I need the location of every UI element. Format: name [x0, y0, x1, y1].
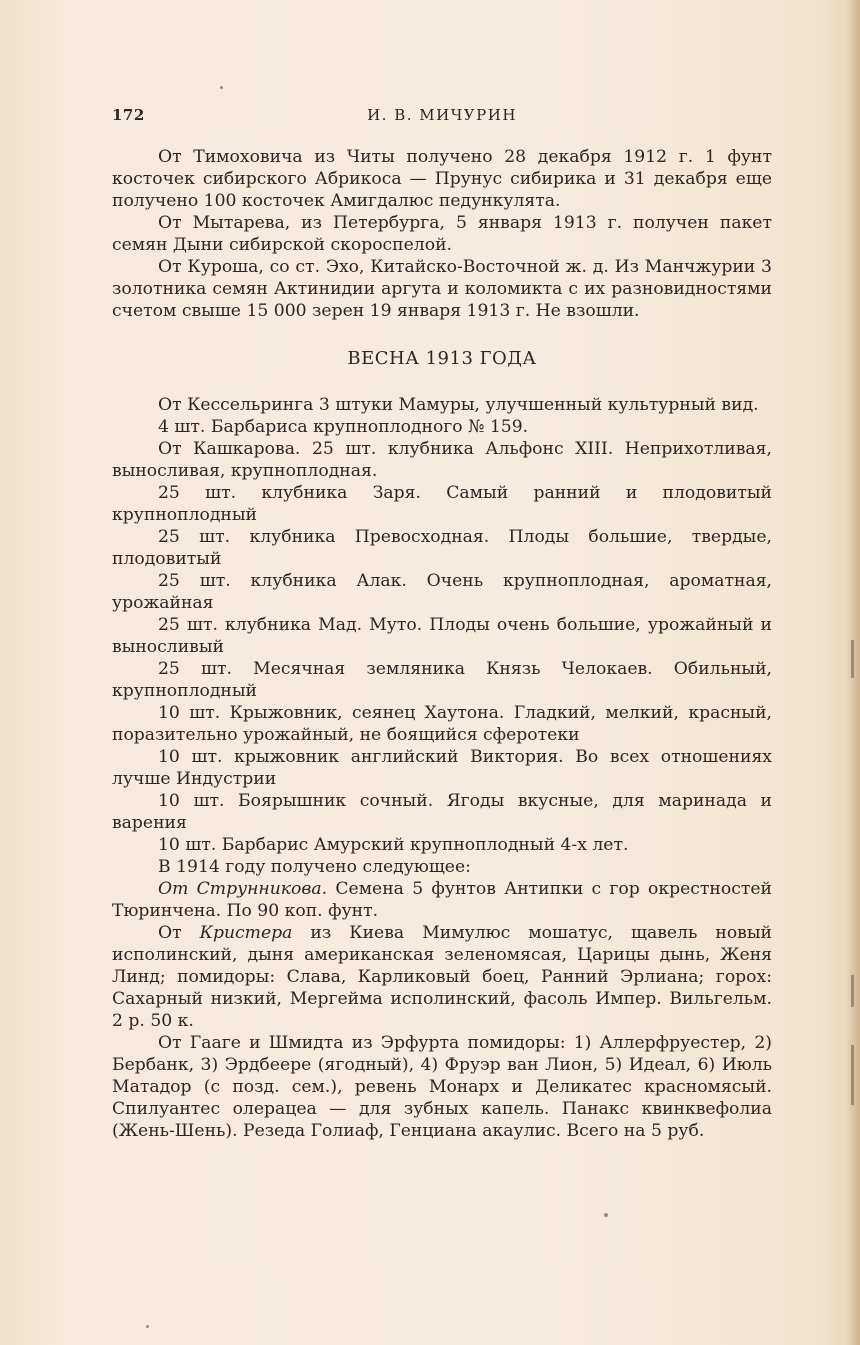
paragraph: От Тимоховича из Читы получено 28 декабря 1912 г. 1 фунт косточек сибирского Абрикоса — Прунус сибирика и 31 декабря еще получено 100 косточек Амигдалюс педункулята. — [112, 147, 772, 211]
paragraph: 25 шт. клубника Алак. Очень крупноплодная, ароматная, урожайная — [112, 571, 772, 613]
section-heading: ВЕСНА 1913 ГОДА — [347, 348, 537, 369]
paragraph: В 1914 году получено следующее: — [158, 857, 471, 877]
italic-source-name: Кристера — [199, 923, 293, 943]
paragraph-text: из Киева Мимулюс мошатус, щавель новый исполинский, дыня американская зеленомясая, Царицы дынь, Женя Линд; помидоры: Слава, Карликовый боец, Ранний Эрлиана; горох: Сахарный низкий, Мергейма исполинский, фасоль Импер. Вильгельм. 2 р. 50 к. — [112, 923, 772, 1031]
running-head — [112, 106, 772, 132]
edge-mark — [851, 1045, 854, 1105]
paragraph: 10 шт. Крыжовник, сеянец Хаутона. Гладкий, мелкий, красный, поразительно урожайный, не боящийся сферотеки — [112, 703, 772, 745]
paragraph: От Кессельринга 3 штуки Мамуры, улучшенный культурный вид. — [158, 395, 759, 415]
paragraph: 25 шт. клубника Мад. Муто. Плоды очень большие, урожайный и выносливый — [112, 615, 772, 657]
edge-mark — [851, 975, 854, 1007]
italic-source-name: От Струнникова. — [158, 879, 328, 899]
paragraph-haage: От Гааге и Шмидта из Эрфурта помидоры: 1) Аллерфруестер, 2) Бербанк, 3) Эрдбеере (ягодный), 4) Фруэр ван Лион, 5) Идеал, 6) Июль Матадор (с позд. сем.), ревень Монарх и Деликатес красномясый. Спилуантес олерацеа — для зубных капель. Панакс квинквефолиа (Жень-Шень). Резеда Голиаф, Генциана акаулис. Всего на 5 руб. — [112, 1033, 772, 1141]
paragraph: 10 шт. крыжовник английский Виктория. Во всех отношениях лучше Индустрии — [112, 747, 772, 789]
paragraph-text: От — [158, 923, 200, 943]
paragraph: 10 шт. Барбарис Амурский крупноплодный 4-х лет. — [158, 835, 629, 855]
paragraph: 25 шт. клубника Заря. Самый ранний и плодовитый крупноплодный — [112, 483, 772, 525]
paragraph-strunnikov — [112, 878, 772, 922]
paragraph: 10 шт. Боярышник сочный. Ягоды вкусные, для маринада и варения — [112, 791, 772, 833]
running-title: И. В. МИЧУРИН — [367, 106, 517, 124]
paragraph: От Кашкарова. 25 шт. клубника Альфонс XIII. Неприхотливая, выносливая, крупноплодная. — [112, 439, 772, 481]
paragraph: 4 шт. Барбариса крупноплодного № 159. — [158, 417, 529, 437]
paragraph: 25 шт. Месячная земляника Князь Челокаев. Обильный, крупноплодный — [112, 659, 772, 701]
page-number: 172 — [112, 106, 145, 124]
paragraph: От Мытарева, из Петербурга, 5 января 1913 г. получен пакет семян Дыни сибирской скороспелой. — [112, 213, 772, 255]
paper-speck — [146, 1325, 149, 1328]
paragraph: 25 шт. клубника Превосходная. Плоды большие, твердые, плодовитый — [112, 527, 772, 569]
body-text — [112, 146, 772, 1142]
paragraph-text: Семена 5 фунтов Антипки с гор окрестностей Тюринчена. По 90 коп. фунт. — [112, 879, 772, 921]
paragraph: От Куроша, со ст. Эхо, Китайско-Восточной ж. д. Из Манчжурии 3 золотника семян Актинидии аргута и коломикта с их разновидностями счетом свыше 15 000 зерен 19 января 1913 г. Не взошли. — [112, 257, 772, 321]
edge-mark — [851, 640, 854, 678]
paper-speck — [220, 86, 223, 89]
paragraph-krister — [112, 922, 772, 1032]
paper-speck — [604, 1213, 608, 1217]
